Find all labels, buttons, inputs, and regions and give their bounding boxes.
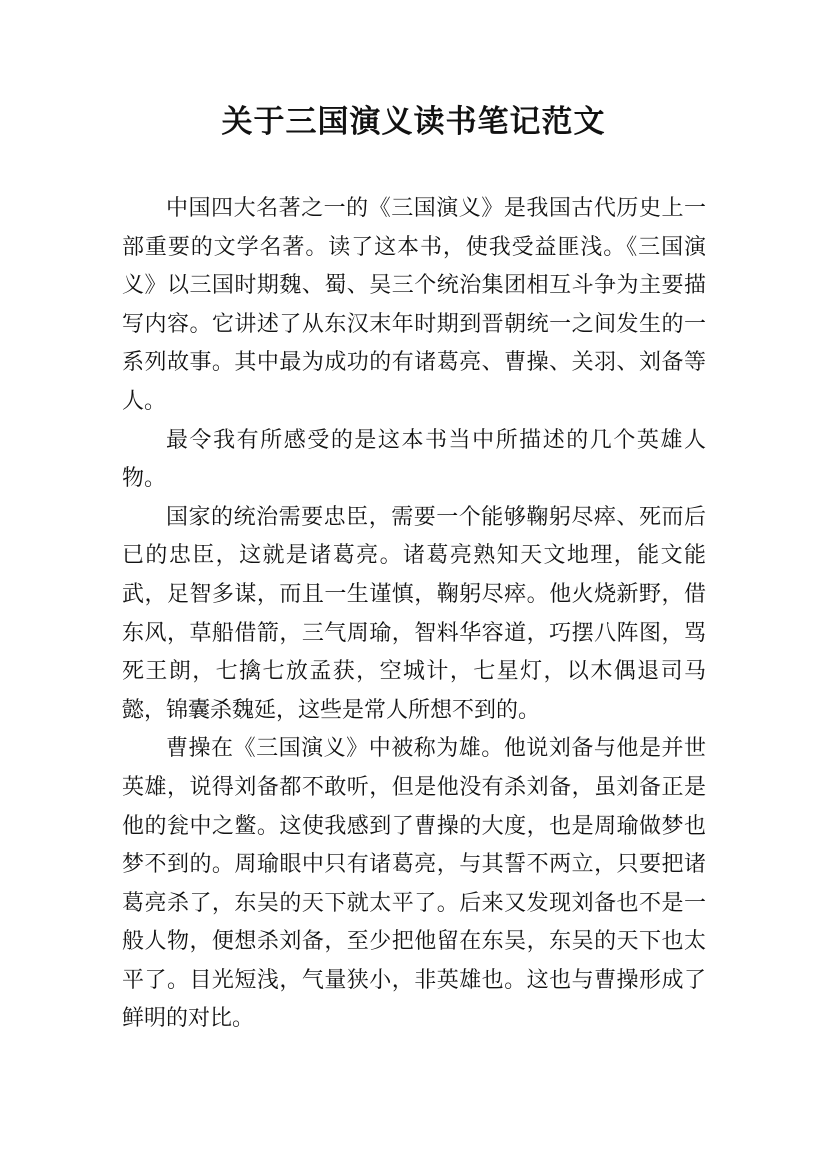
paragraph-heroes: 最令我有所感受的是这本书当中所描述的几个英雄人物。 <box>122 427 706 492</box>
document-body <box>122 190 706 1039</box>
paragraph-intro: 中国四大名著之一的《三国演义》是我国古代历史上一部重要的文学名著。读了这本书，使我受益匪浅。《三国演义》以三国时期魏、蜀、吴三个统治集团相互斗争为主要描写内容。它讲述了从东汉末年时期到晋朝统一之间发生的一系列故事。其中最为成功的有诸葛亮、曹操、关羽、刘备等人。 <box>122 196 706 414</box>
paragraph-cao-cao: 曹操在《三国演义》中被称为雄。他说刘备与他是并世英雄，说得刘备都不敢听，但是他没有杀刘备，虽刘备正是他的瓮中之鳖。这使我感到了曹操的大度，也是周瑜做梦也梦不到的。周瑜眼中只有诸葛亮，与其誓不两立，只要把诸葛亮杀了，东吴的天下就太平了。后来又发现刘备也不是一般人物，便想杀刘备，至少把他留在东吴，东吴的天下也太平了。目光短浅，气量狭小，非英雄也。这也与曹操形成了鲜明的对比。 <box>122 736 706 1032</box>
document-title: 关于三国演义读书笔记范文 <box>221 104 606 140</box>
paragraph-zhuge-liang: 国家的统治需要忠臣，需要一个能够鞠躬尽瘁、死而后已的忠臣，这就是诸葛亮。诸葛亮熟知天文地理，能文能武，足智多谋，而且一生谨慎，鞠躬尽瘁。他火烧新野，借东风，草船借箭，三气周瑜，智料华容道，巧摆八阵图，骂死王朗，七擒七放孟获，空城计，七星灯，以木偶退司马懿，锦囊杀魏延，这些是常人所想不到的。 <box>122 504 706 723</box>
